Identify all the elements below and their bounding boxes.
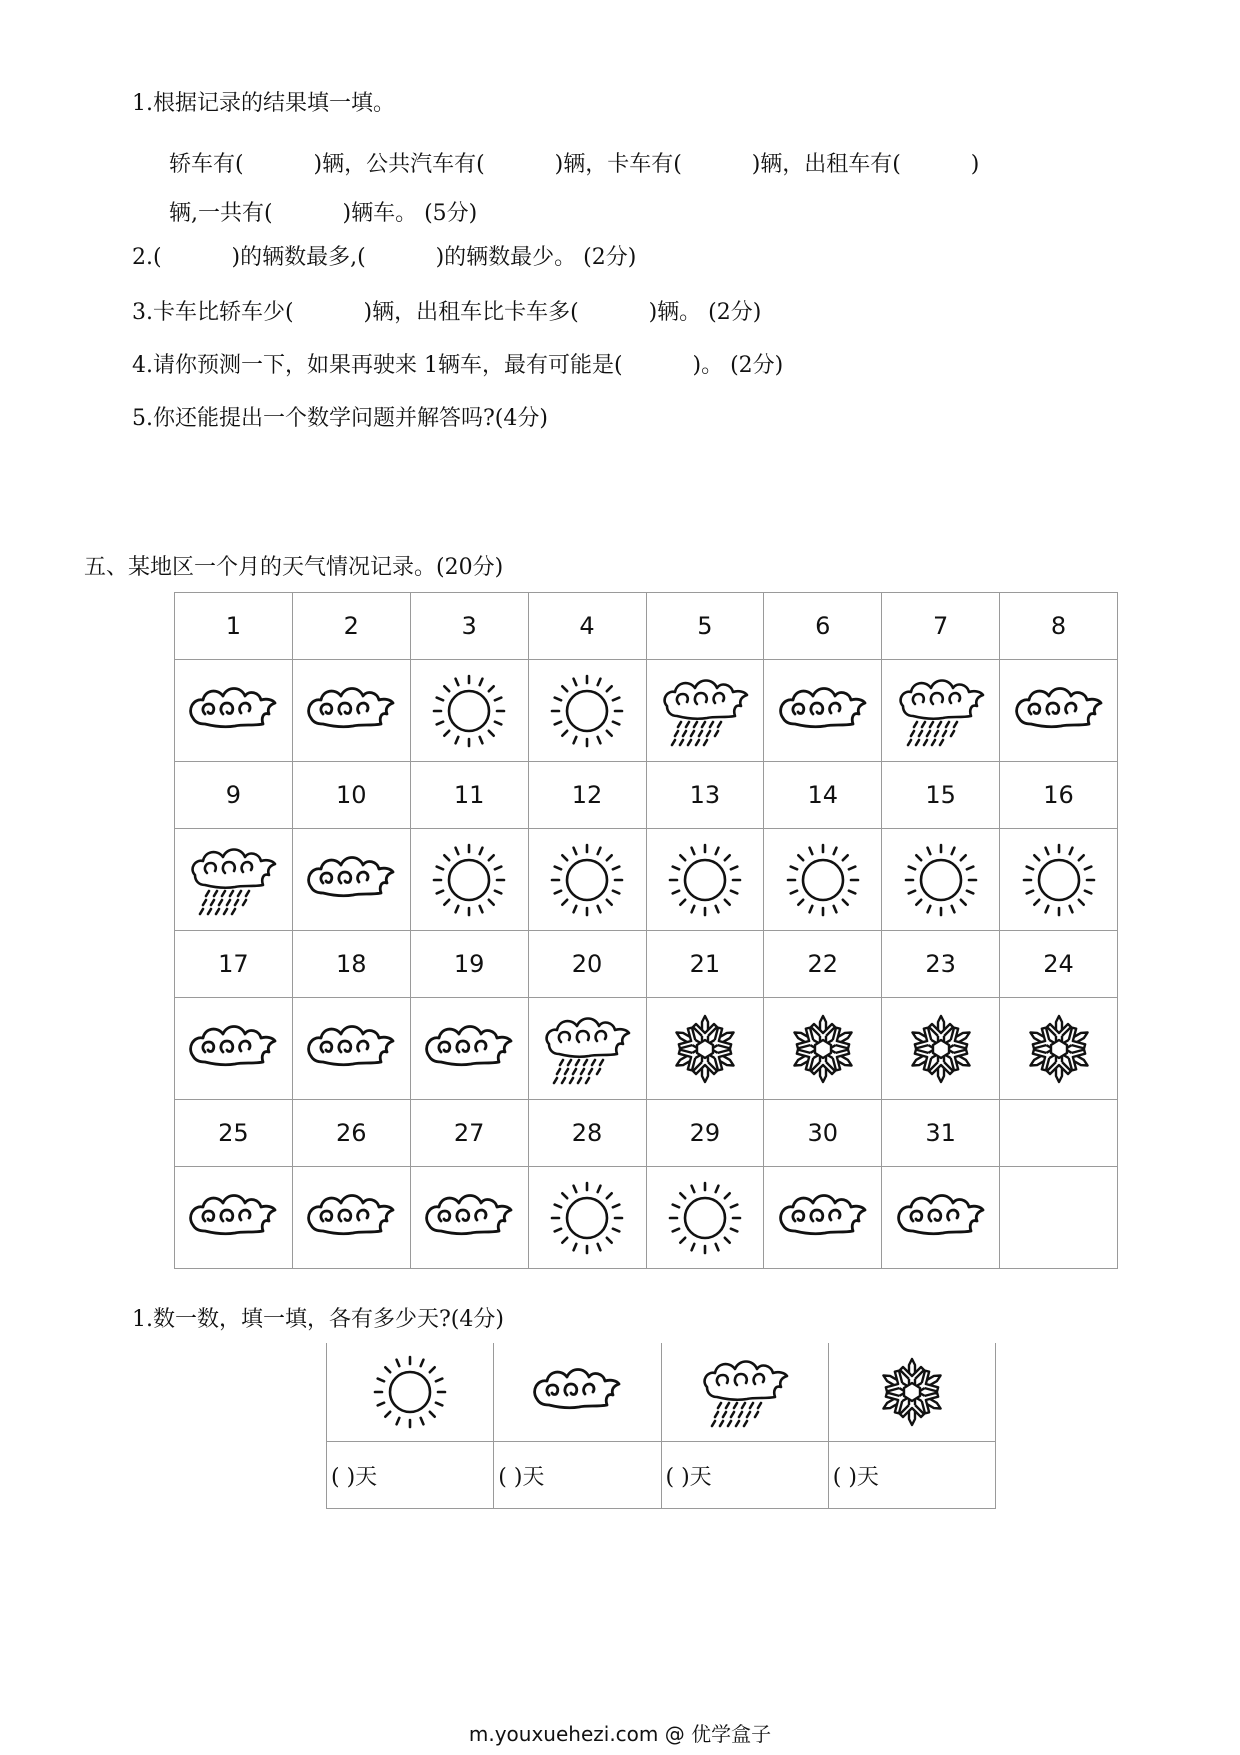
cloud-icon — [301, 670, 401, 752]
empty-cell — [1000, 1167, 1118, 1269]
day-number: 11 — [410, 762, 528, 829]
day-weather-cell — [528, 660, 646, 762]
sun-icon — [537, 1177, 637, 1259]
day-weather-cell — [882, 829, 1000, 931]
day-number: 29 — [646, 1100, 764, 1167]
day-weather-cell — [292, 998, 410, 1100]
day-weather-cell — [292, 829, 410, 931]
footer-url: m.youxuehezi.com @ 优学盒子 — [468, 1722, 772, 1746]
day-weather-cell — [764, 1167, 882, 1269]
sun-icon — [537, 670, 637, 752]
count-icon-cell — [494, 1343, 661, 1442]
part4-q1-line2: 辆,一共有( )辆车。 (5分) — [169, 201, 478, 226]
cloud-icon — [419, 1177, 519, 1259]
rain-icon — [891, 670, 991, 752]
day-weather-cell — [175, 1167, 293, 1269]
day-weather-cell — [764, 998, 882, 1100]
day-number: 5 — [646, 593, 764, 660]
sun-icon — [419, 839, 519, 921]
day-number: 27 — [410, 1100, 528, 1167]
day-number: 18 — [292, 931, 410, 998]
day-number: 19 — [410, 931, 528, 998]
day-number: 25 — [175, 1100, 293, 1167]
sun-icon — [891, 839, 991, 921]
rain-icon — [183, 839, 283, 921]
count-table — [326, 1343, 996, 1509]
day-number: 16 — [1000, 762, 1118, 829]
count-icon-cell — [661, 1343, 828, 1442]
sun-icon — [537, 839, 637, 921]
day-number: 23 — [882, 931, 1000, 998]
day-number: 26 — [292, 1100, 410, 1167]
snow-icon — [655, 1008, 755, 1090]
rain-icon — [537, 1008, 637, 1090]
day-number: 7 — [882, 593, 1000, 660]
part4-q1-line1: 轿车有( )辆，公共汽车有( )辆，卡车有( )辆，出租车有( ) — [169, 152, 980, 177]
day-weather-cell — [882, 1167, 1000, 1269]
day-number: 28 — [528, 1100, 646, 1167]
day-weather-cell — [528, 829, 646, 931]
cloud-icon — [773, 1177, 873, 1259]
day-number: 21 — [646, 931, 764, 998]
day-weather-cell — [410, 660, 528, 762]
cloud-icon — [183, 1177, 283, 1259]
rain-icon — [655, 670, 755, 752]
count-icon-cell — [327, 1343, 494, 1442]
day-weather-cell — [882, 998, 1000, 1100]
day-weather-cell — [175, 829, 293, 931]
empty-cell — [1000, 1100, 1118, 1167]
day-weather-cell — [882, 660, 1000, 762]
part4-q2: 2.( )的辆数最多,( )的辆数最少。 (2分) — [132, 245, 637, 270]
snow-icon — [773, 1008, 873, 1090]
day-weather-cell — [1000, 829, 1118, 931]
count-answer-cell[interactable]: ( )天 — [661, 1442, 828, 1509]
day-number: 12 — [528, 762, 646, 829]
sun-icon — [773, 839, 873, 921]
count-answer-cell[interactable]: ( )天 — [494, 1442, 661, 1509]
day-number: 15 — [882, 762, 1000, 829]
day-weather-cell — [175, 660, 293, 762]
count-icon-cell — [828, 1343, 995, 1442]
cloud-icon — [301, 839, 401, 921]
snow-icon — [862, 1351, 962, 1433]
sun-icon — [655, 1177, 755, 1259]
cloud-icon — [1009, 670, 1109, 752]
snow-icon — [891, 1008, 991, 1090]
day-number: 14 — [764, 762, 882, 829]
day-number: 13 — [646, 762, 764, 829]
day-weather-cell — [764, 660, 882, 762]
sun-icon — [360, 1351, 460, 1433]
day-number: 31 — [882, 1100, 1000, 1167]
day-number: 22 — [764, 931, 882, 998]
day-weather-cell — [1000, 660, 1118, 762]
day-weather-cell — [410, 998, 528, 1100]
part4-q4: 4.请你预测一下，如果再驶来 1辆车，最有可能是( )。 (2分) — [132, 353, 784, 378]
day-number: 10 — [292, 762, 410, 829]
part4-q5: 5.你还能提出一个数学问题并解答吗?(4分) — [132, 406, 548, 431]
day-number: 9 — [175, 762, 293, 829]
day-weather-cell — [646, 829, 764, 931]
cloud-icon — [183, 1008, 283, 1090]
part5-q1: 1.数一数，填一填，各有多少天?(4分) — [132, 1307, 504, 1332]
weather-calendar-table — [174, 592, 1118, 1269]
day-number: 3 — [410, 593, 528, 660]
count-answer-cell[interactable]: ( )天 — [327, 1442, 494, 1509]
part5-heading: 五、某地区一个月的天气情况记录。(20分) — [84, 555, 504, 580]
rain-icon — [695, 1351, 795, 1433]
cloud-icon — [301, 1008, 401, 1090]
day-number: 1 — [175, 593, 293, 660]
cloud-icon — [891, 1177, 991, 1259]
day-weather-cell — [646, 998, 764, 1100]
cloud-icon — [527, 1351, 627, 1433]
day-weather-cell — [292, 1167, 410, 1269]
day-weather-cell — [646, 1167, 764, 1269]
day-weather-cell — [646, 660, 764, 762]
sun-icon — [419, 670, 519, 752]
day-weather-cell — [1000, 998, 1118, 1100]
cloud-icon — [183, 670, 283, 752]
day-number: 8 — [1000, 593, 1118, 660]
part4-q3: 3.卡车比轿车少( )辆，出租车比卡车多( )辆。 (2分) — [132, 300, 762, 325]
day-number: 24 — [1000, 931, 1118, 998]
cloud-icon — [773, 670, 873, 752]
count-answer-cell[interactable]: ( )天 — [828, 1442, 995, 1509]
day-weather-cell — [175, 998, 293, 1100]
day-weather-cell — [528, 998, 646, 1100]
sun-icon — [655, 839, 755, 921]
day-weather-cell — [528, 1167, 646, 1269]
day-weather-cell — [410, 1167, 528, 1269]
cloud-icon — [301, 1177, 401, 1259]
day-number: 17 — [175, 931, 293, 998]
day-weather-cell — [292, 660, 410, 762]
day-weather-cell — [410, 829, 528, 931]
cloud-icon — [419, 1008, 519, 1090]
snow-icon — [1009, 1008, 1109, 1090]
day-number: 2 — [292, 593, 410, 660]
day-number: 30 — [764, 1100, 882, 1167]
day-number: 4 — [528, 593, 646, 660]
day-weather-cell — [764, 829, 882, 931]
part4-q1: 1.根据记录的结果填一填。 — [132, 91, 395, 116]
sun-icon — [1009, 839, 1109, 921]
day-number: 20 — [528, 931, 646, 998]
day-number: 6 — [764, 593, 882, 660]
